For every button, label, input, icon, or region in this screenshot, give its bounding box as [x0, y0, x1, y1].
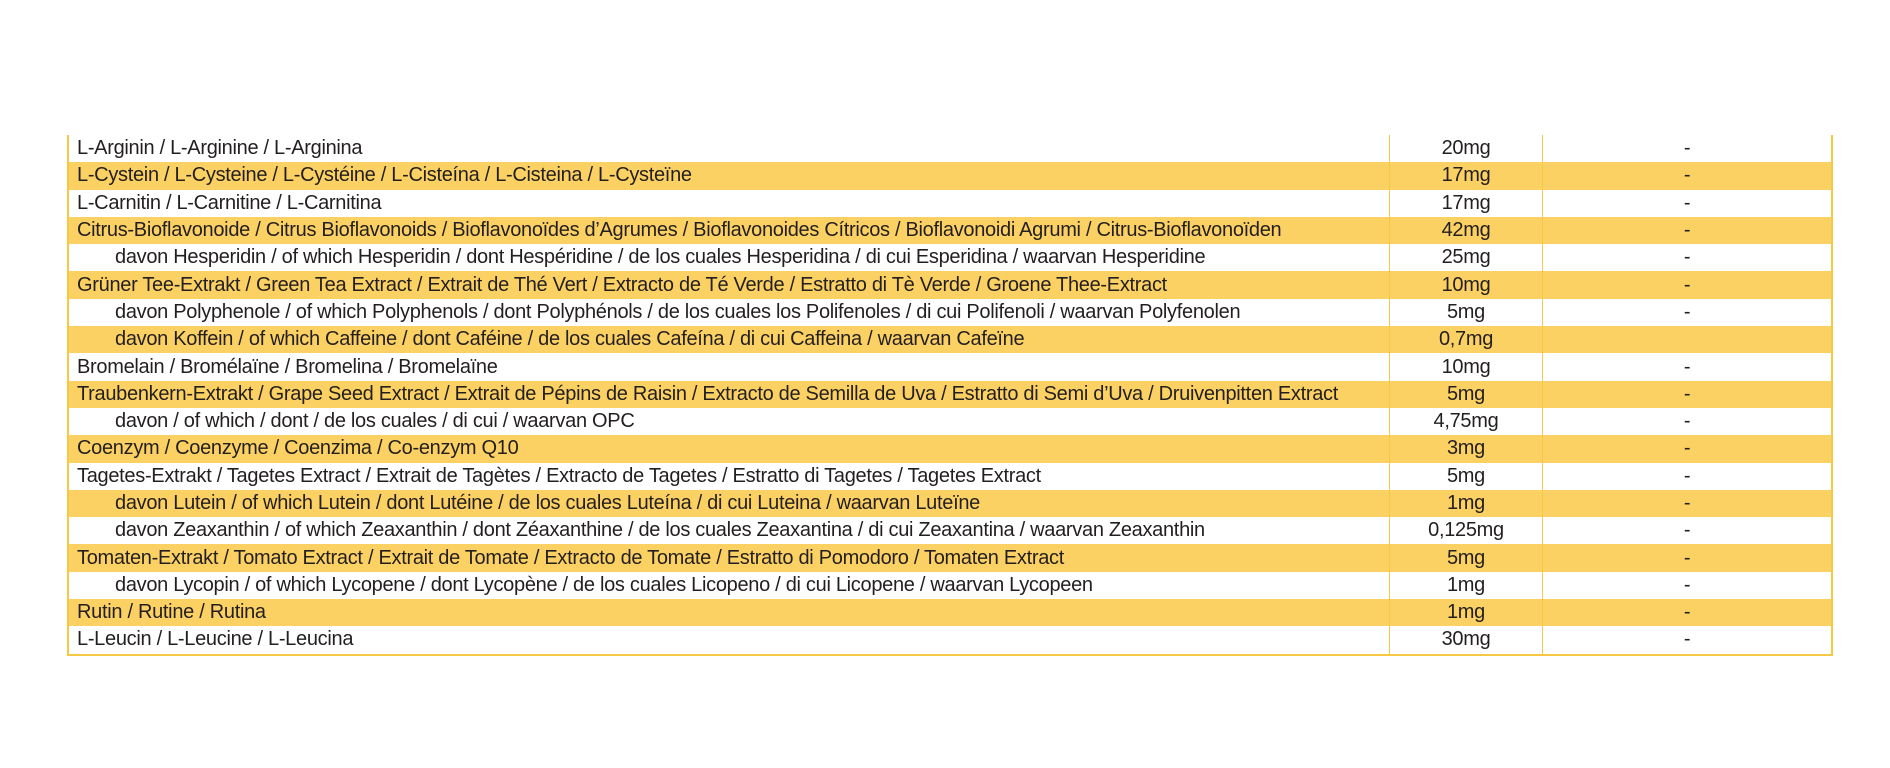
- ingredient-name: davon Lycopin / of which Lycopene / dont Lycopène / de los cuales Licopeno / di cui Licopene / waarvan Lycopeen: [115, 573, 1093, 596]
- table-row: [69, 381, 1831, 408]
- table-row: [69, 299, 1831, 326]
- ingredient-name: davon Hesperidin / of which Hesperidin / dont Hespéridine / de los cuales Hesperidina / di cui Esperidina / waarvan Hesperidine: [115, 246, 1206, 269]
- ingredient-name: davon / of which / dont / de los cuales / di cui / waarvan OPC: [115, 410, 635, 433]
- table-row: [69, 599, 1831, 626]
- table-row: [69, 544, 1831, 571]
- ingredient-nrv: -: [1683, 546, 1691, 569]
- ingredient-name: L-Carnitin / L-Carnitine / L-Carnitina: [77, 191, 382, 214]
- ingredient-nrv: -: [1683, 191, 1691, 214]
- ingredient-name: Grüner Tee-Extrakt / Green Tea Extract / Extrait de Thé Vert / Extracto de Té Verde / Estratto di Tè Verde / Groene Thee-Extract: [77, 273, 1167, 296]
- ingredient-nrv: -: [1683, 300, 1691, 323]
- ingredient-name: L-Cystein / L-Cysteine / L-Cystéine / L-Cisteína / L-Cisteina / L-Cysteïne: [77, 164, 692, 187]
- ingredient-nrv: -: [1683, 355, 1691, 378]
- ingredient-name: davon Lutein / of which Lutein / dont Lutéine / de los cuales Luteína / di cui Luteina / waarvan Luteïne: [115, 492, 980, 514]
- ingredient-nrv: -: [1683, 437, 1691, 460]
- table-row: [69, 271, 1831, 298]
- ingredient-name: Bromelain / Bromélaïne / Bromelina / Bromelaïne: [77, 355, 498, 378]
- table-row: [69, 162, 1831, 189]
- ingredient-nrv: -: [1683, 164, 1691, 187]
- ingredient-nrv: -: [1683, 492, 1691, 514]
- table-row: [69, 217, 1831, 244]
- ingredient-nrv: -: [1683, 137, 1691, 160]
- ingredient-nrv: -: [1683, 273, 1691, 296]
- ingredient-nrv: -: [1683, 601, 1691, 624]
- table-row: [69, 135, 1831, 162]
- table-row: [69, 626, 1831, 653]
- ingredient-nrv: -: [1683, 464, 1691, 487]
- ingredient-nrv: -: [1683, 519, 1691, 542]
- ingredient-amount: 5mg: [1389, 544, 1543, 571]
- ingredient-amount: 10mg: [1389, 271, 1543, 298]
- nutrition-table: [67, 135, 1833, 656]
- ingredient-amount: 5mg: [1389, 299, 1543, 326]
- ingredient-name: Traubenkern-Extrakt / Grape Seed Extract / Extrait de Pépins de Raisin / Extracto de Semilla de Uva / Estratto di Semi d’Uva / Druivenpitten Extract: [77, 382, 1338, 405]
- ingredient-amount: 20mg: [1389, 135, 1543, 162]
- ingredient-name: davon Polyphenole / of which Polyphenols / dont Polyphénols / de los cuales los Polifenoles / di cui Polifenoli / waarvan Polyfenolen: [115, 300, 1241, 323]
- table-row: [69, 435, 1831, 462]
- ingredient-name: Coenzym / Coenzyme / Coenzima / Co-enzym Q10: [77, 437, 519, 460]
- ingredient-nrv: -: [1683, 410, 1691, 433]
- ingredient-amount: 1mg: [1389, 599, 1543, 626]
- ingredient-nrv: [1543, 326, 1831, 353]
- ingredient-amount: 4,75mg: [1389, 408, 1543, 435]
- ingredient-nrv: -: [1683, 382, 1691, 405]
- table-row: [69, 463, 1831, 490]
- ingredient-name: davon Zeaxanthin / of which Zeaxanthin / dont Zéaxanthine / de los cuales Zeaxantina / di cui Zeaxantina / waarvan Zeaxanthin: [115, 519, 1205, 542]
- ingredient-name: L-Arginin / L-Arginine / L-Arginina: [77, 137, 363, 160]
- ingredient-nrv: -: [1683, 219, 1691, 242]
- ingredient-name: davon Koffein / of which Caffeine / dont Caféine / de los cuales Cafeína / di cui Caffeina / waarvan Cafeïne: [115, 328, 1025, 351]
- table-row: [69, 408, 1831, 435]
- table-row: [69, 517, 1831, 544]
- ingredient-name: Tomaten-Extrakt / Tomato Extract / Extrait de Tomate / Extracto de Tomate / Estratto di Pomodoro / Tomaten Extract: [77, 546, 1064, 569]
- table-row: [69, 353, 1831, 380]
- ingredient-amount: 10mg: [1389, 353, 1543, 380]
- ingredient-amount: 42mg: [1389, 217, 1543, 244]
- ingredient-amount: 17mg: [1389, 162, 1543, 189]
- ingredient-nrv: -: [1683, 246, 1691, 269]
- ingredient-amount: 1mg: [1389, 490, 1543, 517]
- ingredient-name: L-Leucin / L-Leucine / L-Leucina: [77, 628, 354, 651]
- ingredient-amount: 3mg: [1389, 435, 1543, 462]
- ingredient-amount: 30mg: [1389, 626, 1543, 653]
- table-row: [69, 572, 1831, 599]
- table-row: [69, 490, 1831, 517]
- ingredient-amount: 0,125mg: [1389, 517, 1543, 544]
- ingredient-amount: 25mg: [1389, 244, 1543, 271]
- table-row: [69, 244, 1831, 271]
- ingredient-nrv: -: [1683, 573, 1691, 596]
- ingredient-amount: 5mg: [1389, 381, 1543, 408]
- ingredient-amount: 5mg: [1389, 463, 1543, 490]
- ingredient-amount: 0,7mg: [1389, 326, 1543, 353]
- table-row: [69, 190, 1831, 217]
- ingredient-amount: 17mg: [1389, 190, 1543, 217]
- ingredient-amount: 1mg: [1389, 572, 1543, 599]
- table-row: [69, 326, 1831, 353]
- ingredient-name: Rutin / Rutine / Rutina: [77, 601, 266, 624]
- ingredient-name: Tagetes-Extrakt / Tagetes Extract / Extrait de Tagètes / Extracto de Tagetes / Estratto di Tagetes / Tagetes Extract: [77, 464, 1041, 487]
- ingredient-nrv: -: [1683, 628, 1691, 651]
- ingredient-name: Citrus-Bioflavonoide / Citrus Bioflavonoids / Bioflavonoïdes d’Agrumes / Bioflavonoides Cítricos / Bioflavonoidi Agrumi / Citrus-Bioflavonoïden: [77, 219, 1282, 242]
